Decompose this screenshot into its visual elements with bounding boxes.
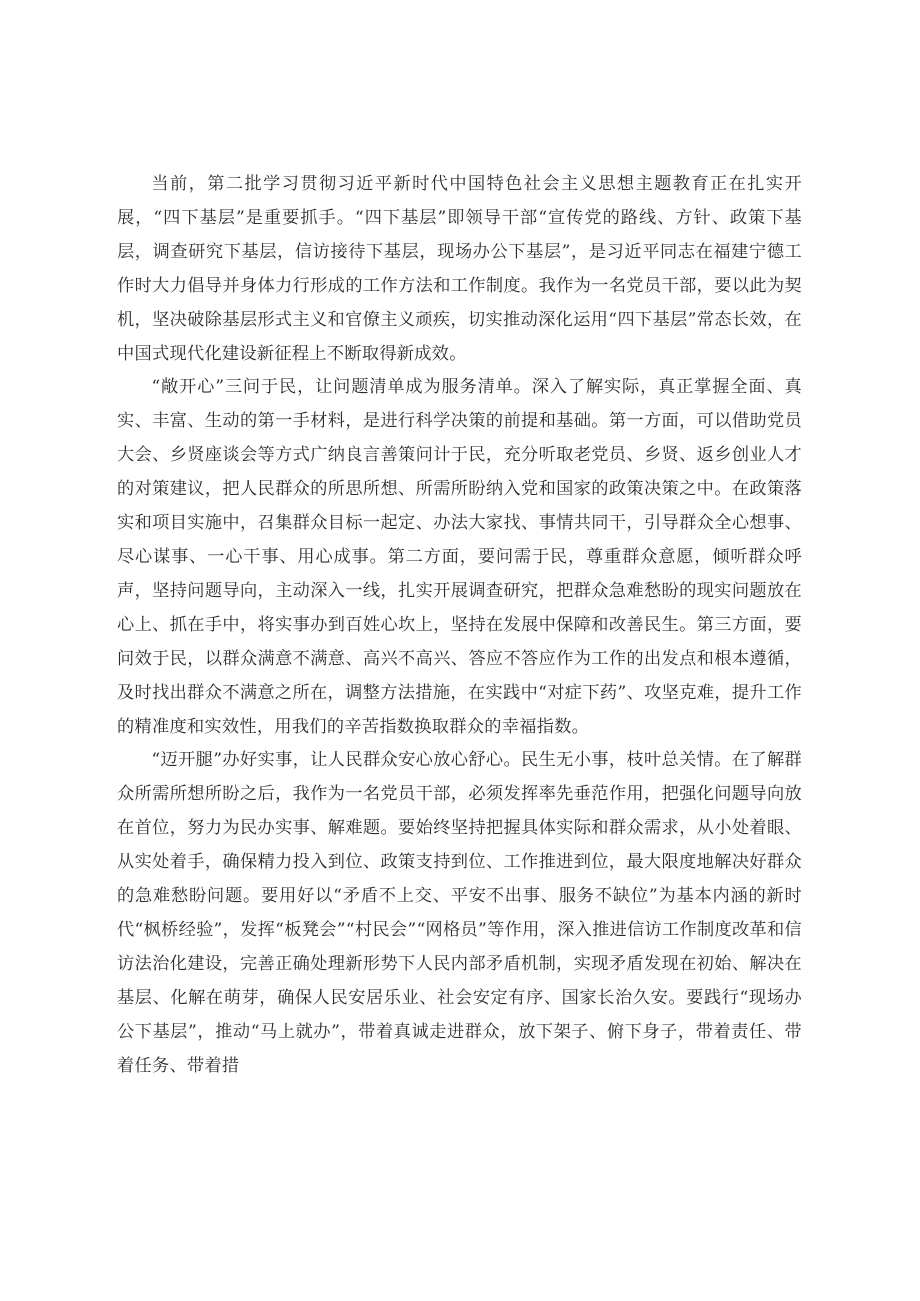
paragraph-open-heart: “敞开心”三问于民，让问题清单成为服务清单。深入了解实际，真正掌握全面、真实、丰富、生动的第一手材料，是进行科学决策的前提和基础。第一方面，可以借助党员大会、乡贤座谈会等方式广纳良言善策问计于民，充分听取老党员、乡贤、返乡创业人才的对策建议，把人民群众的所思所想、所需所盼纳入党和国家的政策决策之中。在政策落实和项目实施中，召集群众目标一起定、办法大家找、事情共同干，引导群众全心想事、尽心谋事、一心干事、用心成事。第二方面，要问需于民，尊重群众意愿，倾听群众呼声，坚持问题导向，主动深入一线，扎实开展调查研究，把群众急难愁盼的现实问题放在心上、抓在手中，将实事办到百姓心坎上，坚持在发展中保障和改善民生。第三方面，要问效于民，以群众满意不满意、高兴不高兴、答应不答应作为工作的出发点和根本遵循，及时找出群众不满意之所在，调整方法措施，在实践中“对症下药”、攻坚克难，提升工作的精准度和实效性，用我们的辛苦指数换取群众的幸福指数。	[117, 377, 802, 737]
paragraph-step-forward: “迈开腿”办好实事，让人民群众安心放心舒心。民生无小事，枝叶总关情。在了解群众所需所想所盼之后，我作为一名党员干部，必须发挥率先垂范作用，把强化问题导向放在首位，努力为民办实事、解难题。要始终坚持把握具体实际和群众需求，从小处着眼、从实处着手，确保精力投入到位、政策支持到位、工作推进到位，最大限度地解决好群众的急难愁盼问题。要用好以“矛盾不上交、平安不出事、服务不缺位”为基本内涵的新时代“枫桥经验”，发挥“板凳会”“村民会”“网格员”等作用，深入推进信访工作制度改革和信访法治化建设，完善正确处理新形势下人民内部矛盾机制，实现矛盾发现在初始、解决在基层、化解在萌芽，确保人民安居乐业、社会安定有序、国家长治久安。要践行“现场办公下基层”，推动“马上就办”，带着真诚走进群众，放下架子、俯下身子，带着责任、带着任务、带着措	[117, 750, 802, 1076]
paragraph-intro: 当前，第二批学习贯彻习近平新时代中国特色社会主义思想主题教育正在扎实开展，“四下基层”是重要抓手。“四下基层”即领导干部“宣传党的路线、方针、政策下基层，调查研究下基层，信访接待下基层，现场办公下基层”，是习近平同志在福建宁德工作时大力倡导并身体力行形成的工作方法和工作制度。我作为一名党员干部，要以此为契机，坚决破除基层形式主义和官僚主义顽疾，切实推动深化运用“四下基层”常态长效，在中国式现代化建设新征程上不断取得新成效。	[117, 174, 802, 364]
document-body	[117, 168, 802, 1083]
